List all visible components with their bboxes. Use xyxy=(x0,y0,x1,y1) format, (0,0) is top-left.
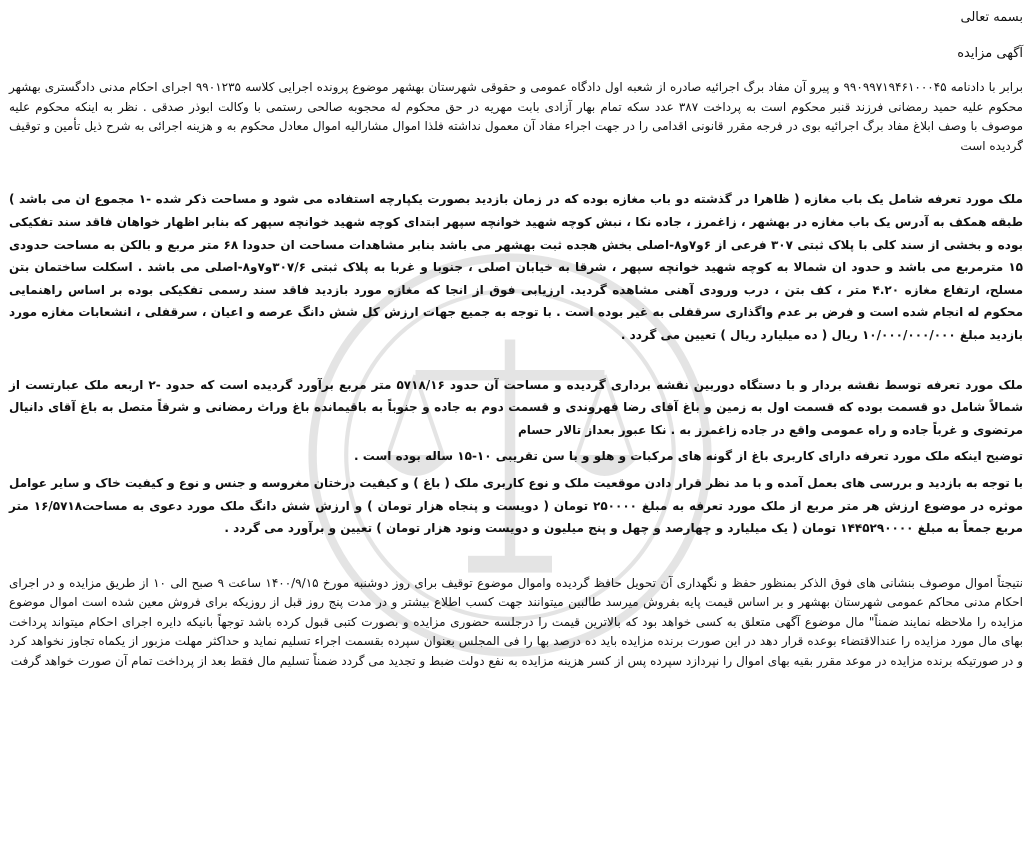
notice-heading: بسمه تعالی xyxy=(960,10,1023,25)
notice-title: آگهی مزایده xyxy=(957,46,1023,61)
property-two-usage-note: توضیح اینکه ملک مورد تعرفه دارای کاربری باغ از گونه های مرکبات و هلو و با سن تقریبی ۱۰-۱۵ ساله بوده است . xyxy=(354,449,1023,464)
intro-paragraph: برابر با دادنامه ۹۹۰۹۹۷۱۹۴۶۱۰۰۰۴۵ و پیرو آن مفاد برگ اجرائیه صادره از شعبه اول دادگاه عمومی و حقوقی شهرستان بهشهر موضوع پرونده اجرایی کلاسه ۹۹۰۱۲۳۵ اجرای احکام مدنی دادگستری بهشهر محکوم علیه حمید رمضانی فرزند قنبر محکوم است به پرداخت ۳۸۷ عدد سکه تمام بهار آزادی بابت مهریه در حق محکوم له محجوبه صالحی رستمی با وکالت ابوذر صدقی . نظر به اینکه محکوم علیه موصوف با وصف ابلاغ مفاد برگ اجرائیه بوی در فرجه مقرر قانونی اقدامی را در جهت اجراء مفاد آن معمول نداشته فلذا اموال مشارالیه اموال معادل محکوم به و هزینه اجرائی به شرح ذیل تأمین و توقیف گردیده است xyxy=(9,80,1023,153)
property-two-description: ملک مورد تعرفه توسط نقشه بردار و با دستگاه دوربین نقشه برداری گردیده و مساحت آن حدود ۵۷۱۸/۱۶ متر مربع برآورد گردیده است که حدود -۲ اربعه ملک عبارتست از شمالاً شامل دو قسمت بوده که قسمت اول به زمین و باغ آقای رضا فهروندی و قسمت دوم به جاده و جنوباً به باقیمانده باغ وراث رمضانی و شرقاً متصل به باغ آقای دانیال مرتضوی و غرباً جاده و راه عمومی واقع در جاده زاغمرز به . نکا عبور بعداز تالار حسام xyxy=(9,377,1023,437)
property-one-description: ملک مورد تعرفه شامل یک باب مغازه ( ظاهرا در گذشته دو باب مغازه بوده که در زمان بازدید بصورت یکپارچه استفاده می شود و مساحت ذکر شده -۱ مجموع ان می باشد ) طبقه همکف به آدرس یک باب مغازه در بهشهر ، زاغمرز ، جاده نکا ، نبش کوچه شهید خوانچه سپهر ابتدای کوچه شهید خوانچه سپهر که بنابر اظهار خواهان فاقد سند تفکیکی بوده و بخشی از سند کلی با پلاک ثبتی ۳۰۷ فرعی از ۶و۷و۸-اصلی بخش هجده ثبت بهشهر می باشد بنابر مشاهدات مساحت ان حدودا ۶۸ متر مربع و بالکن به مساحت حدودی ۱۵ مترمربع می باشد و حدود ان شمالا به کوچه شهید خوانچه سپهر ، شرقا به خیابان اصلی ، جنوبا و غربا به پلاک ثبتی ۳۰۷/۶و۷و۸-اصلی می باشد . اسکلت ساختمان بتن مسلح، ارتفاع مغازه ۴.۲۰ متر ، کف بتن ، درب ورودی آهنی مشاهده گردید. ارزیابی فوق از انجا که مغازه مورد بازدید فاقد سند رسمی تفکیکی بوده بر اساس راهنمایی محکوم له انجام شده است و فرض بر عدم واگذاری سرقفلی به غیر بوده است . با توجه به جمیع جهات ارزش کل شش دانگ عرصه و اعیان ، سرقفلی ، انشعابات مغازه مورد بازدید مبلغ ۱۰/۰۰۰/۰۰۰/۰۰۰ ریال ( ده میلیارد ریال ) تعیین می گردد . xyxy=(9,192,1023,342)
auction-conditions-paragraph: نتیجتاً اموال موصوف بنشانی های فوق الذکر بمنظور حفظ و نگهداری آن تحویل حافظ گردیده واموال موضوع توقیف برای روز دوشنبه مورخ ۱۴۰۰/۹/۱۵ ساعت ۹ صبح الی ۱۰ از طریق مزایده و در اجرای احکام مدنی محاکم عمومی شهرستان بهشهر و بر اساس قیمت پایه بفروش میرسد طالبین میتوانند جهت کسب اطلاع بیشتر و در مدت پنج روز قبل از روزیکه برای فروش معین شده است اموال موضوع مزایده را ملاحظه نمایند ضمناً" مال موضوع آگهی متعلق به کسی خواهد بود که بالاترین قیمت را درجلسه حضوری مزایده و بصورت کتبی قبول کرده باشد توجهاً بانیکه دایره اجرای احکام میتواند پرداخت بهای مال مورد مزایده را عندالاقتضاء بوعده قرار دهد در این صورت برنده مزایده باید ده درصد بها را فی المجلس بعنوان سپرده بقسمت اجراء تسلیم نماید و حداکثر مهلت مزبور از یکماه تجاوز نخواهد کرد و در صورتیکه برنده مزایده در موعد مقرر بقیه بهای اموال را نپردازد سپرده پس از کسر هزینه مزایده به نفع دولت ضبط و تجدید می گردد ضمناً تسلیم مال فقط بعد از پرداخت تمام آن صورت خواهد گرفت xyxy=(9,575,1023,669)
property-two-valuation: با توجه به بازدید و بررسی های بعمل آمده و با مد نظر قرار دادن موقعیت ملک و نوع کاربری ملک ( باغ ) و کیفیت درختان مغروسه و جنس و نوع و کیفیت خاک و سایر عوامل موثره در موضوع ارزش هر متر مربع از ملک مورد تعرفه به مبلغ ۲۵۰۰۰۰ تومان ( دویست و پنجاه هزار تومان ) و ارزش شش دانگ ملک مورد دعوی به مساحت۱۶/۵۷۱۸ متر مربع جمعاً به مبلغ ۱۴۴۵۲۹۰۰۰۰ تومان ( یک میلیارد و چهارصد و چهل و پنج میلیون و دویست ونود هزار تومان ) تعیین و برآورد می گردد . xyxy=(9,475,1024,536)
